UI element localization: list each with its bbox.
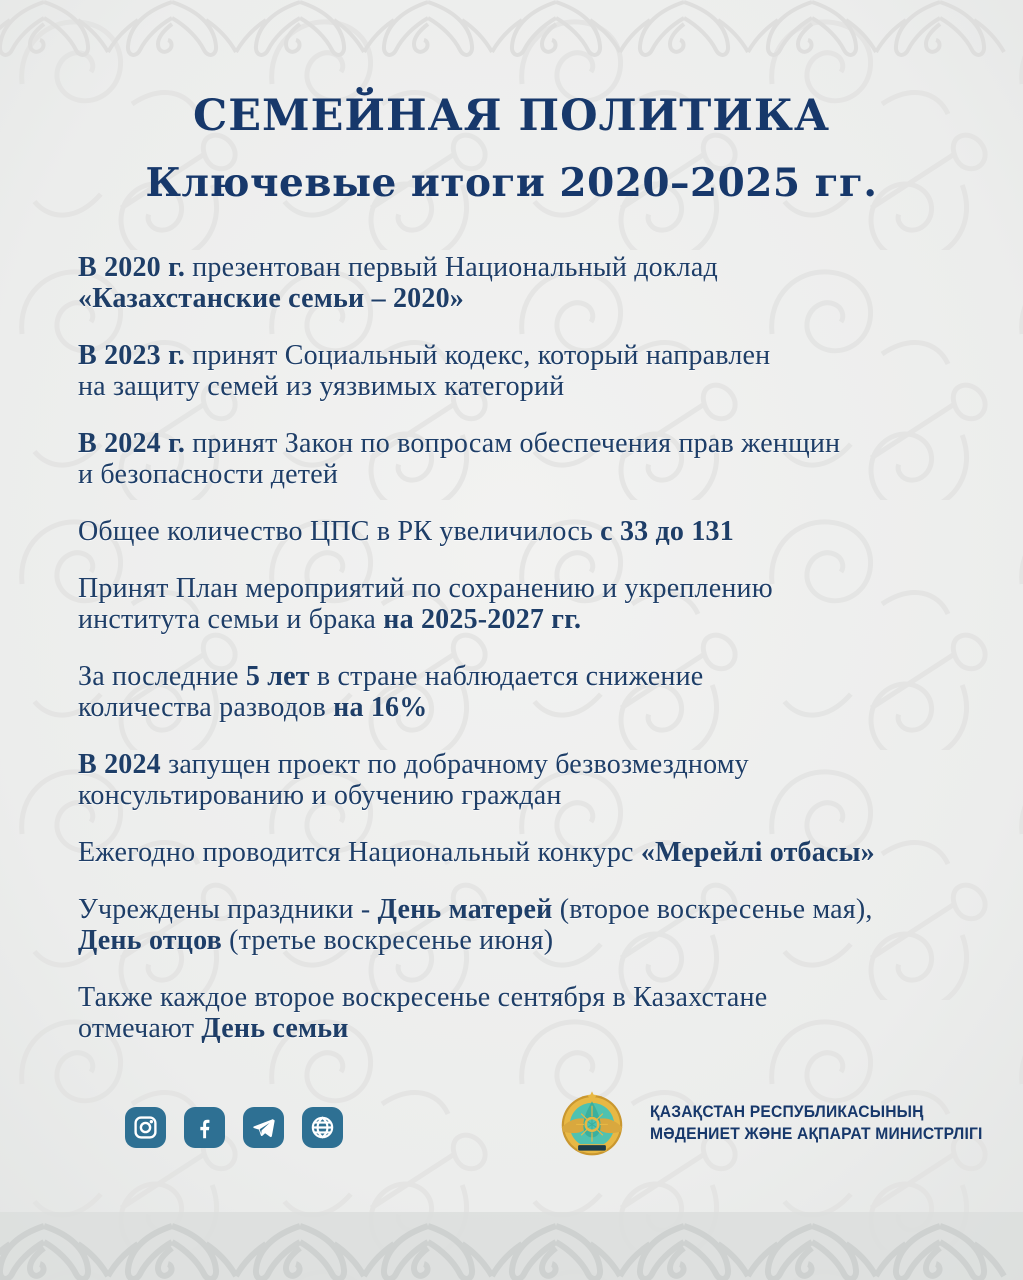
key-result-item: В 2020 г. презентован первый Национальный доклад «Казахстанские семьи – 2020» [78,252,718,314]
facebook-icon[interactable] [184,1107,225,1148]
ministry-name-line1: ҚАЗАҚСТАН РЕСПУБЛИКАСЫНЫҢ [650,1102,924,1121]
key-result-item: Ежегодно проводится Национальный конкурс «Мерейлі отбасы» [78,837,875,868]
key-result-item: Принят План мероприятий по сохранению и укреплению института семьи и брака на 2025-2027 гг. [78,573,773,635]
key-result-item: В 2023 г. принят Социальный кодекс, который направлен на защиту семей из уязвимых категорий [78,340,771,402]
page-title: СЕМЕЙНАЯ ПОЛИТИКА [192,91,830,141]
ministry-name-line2: МӘДЕНИЕТ ЖӘНЕ АҚПАРАТ МИНИСТРЛІГІ [650,1124,983,1143]
key-result-item: В 2024 г. принят Закон по вопросам обеспечения прав женщин и безопасности детей [78,428,841,490]
instagram-icon[interactable] [125,1107,166,1148]
key-result-item: Общее количество ЦПС в РК увеличилось с 33 до 131 [78,516,734,547]
ministry-block [556,1087,1011,1159]
social-links-row [125,1107,343,1148]
key-result-item: Также каждое второе воскресенье сентября в Казахстане отмечают День семьи [78,982,768,1044]
globe-icon[interactable] [302,1107,343,1148]
telegram-icon[interactable] [243,1107,284,1148]
ministry-name [650,1101,983,1145]
kazakhstan-emblem-icon [556,1087,628,1159]
key-result-item: За последние 5 лет в стране наблюдается снижение количества разводов на 16% [78,661,704,723]
key-results-list [78,252,945,1044]
key-result-item: Учреждены праздники - День матерей (второе воскресенье мая), День отцов (третье воскресенье июня) [78,894,873,956]
page-subtitle: Ключевые итоги 2020–2025 гг. [145,160,878,206]
key-result-item: В 2024 запущен проект по добрачному безвозмездному консультированию и обучению граждан [78,749,749,811]
